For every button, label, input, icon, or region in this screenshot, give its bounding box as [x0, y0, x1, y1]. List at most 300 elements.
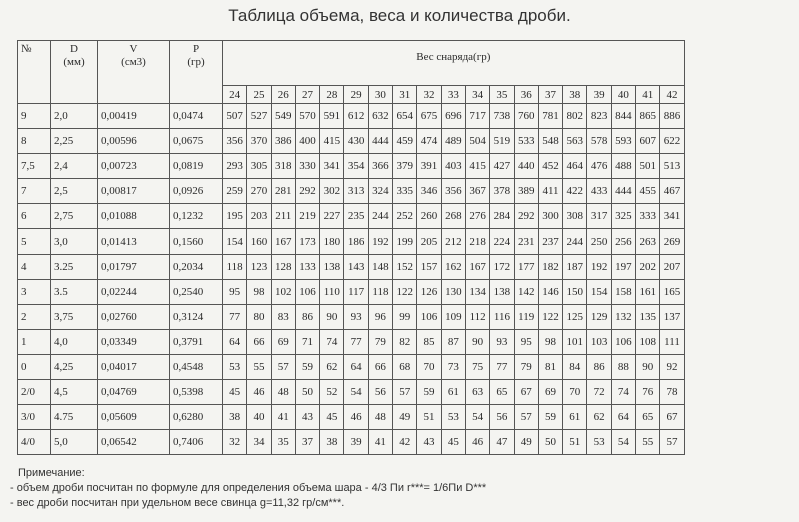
pellet-count-cell: 103	[587, 329, 611, 354]
pellet-count-cell: 293	[223, 154, 247, 179]
pellet-count-cell: 205	[417, 229, 441, 254]
shot-number-cell: 4/0	[18, 430, 51, 455]
pellet-count-cell: 133	[295, 254, 319, 279]
pellet-count-cell: 440	[514, 154, 538, 179]
pellet-count-cell: 81	[538, 354, 562, 379]
pellet-count-cell: 172	[490, 254, 514, 279]
pellet-count-cell: 411	[538, 179, 562, 204]
pellet-count-cell: 427	[490, 154, 514, 179]
header-volume: V (см3)	[98, 41, 170, 104]
pellet-count-cell: 85	[417, 329, 441, 354]
pellet-count-cell: 533	[514, 129, 538, 154]
pellet-count-cell: 135	[636, 304, 660, 329]
volume-cell: 0,03349	[98, 329, 170, 354]
shot-number-cell: 8	[18, 129, 51, 154]
pellet-count-cell: 292	[295, 179, 319, 204]
pellet-count-cell: 464	[563, 154, 587, 179]
note-density: - вес дроби посчитан при удельном весе свинца g=11,32 гр/см***.	[10, 497, 345, 509]
pellet-count-cell: 489	[441, 129, 465, 154]
pellet-count-cell: 32	[223, 430, 247, 455]
pellet-count-cell: 259	[223, 179, 247, 204]
pellet-count-cell: 467	[660, 179, 684, 204]
pellet-count-cell: 138	[320, 254, 344, 279]
pellet-count-cell: 386	[271, 129, 295, 154]
pellet-count-cell: 93	[490, 329, 514, 354]
pellet-count-cell: 49	[514, 430, 538, 455]
pellet-count-cell: 696	[441, 104, 465, 129]
pellet-count-cell: 211	[271, 204, 295, 229]
pellet-count-cell: 152	[393, 254, 417, 279]
pellet-count-cell: 632	[368, 104, 392, 129]
pellet-count-cell: 51	[417, 405, 441, 430]
pellet-count-cell: 35	[271, 430, 295, 455]
shot-number-cell: 2/0	[18, 380, 51, 405]
pellet-count-cell: 137	[660, 304, 684, 329]
pellet-count-cell: 132	[611, 304, 635, 329]
pellet-count-cell: 112	[465, 304, 489, 329]
pellet-count-cell: 130	[441, 279, 465, 304]
pellet-count-cell: 400	[295, 129, 319, 154]
pellet-count-cell: 527	[247, 104, 271, 129]
pellet-count-cell: 46	[465, 430, 489, 455]
shot-number-cell: 0	[18, 354, 51, 379]
pellet-count-cell: 90	[465, 329, 489, 354]
volume-cell: 0,00723	[98, 154, 170, 179]
note-formula: - объем дроби посчитан по формуле для определения объема шара - 4/3 Пи r***= 1/6Пи D***	[10, 482, 487, 494]
pellet-count-cell: 313	[344, 179, 368, 204]
pellet-count-cell: 55	[247, 354, 271, 379]
pellet-count-cell: 98	[538, 329, 562, 354]
shot-number-cell: 1	[18, 329, 51, 354]
pellet-count-cell: 227	[320, 204, 344, 229]
pellet-count-cell: 45	[320, 405, 344, 430]
table-body	[18, 104, 685, 455]
pellet-count-cell: 341	[660, 204, 684, 229]
pellet-count-cell: 59	[538, 405, 562, 430]
pellet-count-cell: 346	[417, 179, 441, 204]
pellet-count-cell: 142	[514, 279, 538, 304]
diameter-cell: 3,75	[51, 304, 98, 329]
pellet-count-cell: 330	[295, 154, 319, 179]
weight-header-cell: 34	[465, 86, 489, 104]
shot-number-cell: 7,5	[18, 154, 51, 179]
table-row	[18, 354, 685, 379]
pellet-count-cell: 549	[271, 104, 295, 129]
pellet-count-cell: 292	[514, 204, 538, 229]
pellet-count-cell: 90	[320, 304, 344, 329]
weight-header-cell: 26	[271, 86, 295, 104]
pellet-count-cell: 263	[636, 229, 660, 254]
pellet-count-cell: 106	[295, 279, 319, 304]
pellet-count-cell: 284	[490, 204, 514, 229]
weight-header-cell: 41	[636, 86, 660, 104]
pellet-count-cell: 158	[611, 279, 635, 304]
pellet-count-cell: 61	[563, 405, 587, 430]
pellet-count-cell: 53	[441, 405, 465, 430]
pellet-count-cell: 173	[295, 229, 319, 254]
pellet-count-cell: 49	[393, 405, 417, 430]
pellet-count-cell: 237	[538, 229, 562, 254]
diameter-cell: 2,4	[51, 154, 98, 179]
pellet-count-cell: 244	[368, 204, 392, 229]
weight-header-cell: 42	[660, 86, 684, 104]
pellet-count-cell: 116	[490, 304, 514, 329]
pellet-count-cell: 79	[368, 329, 392, 354]
pellet-count-cell: 218	[465, 229, 489, 254]
weight-header-cell: 36	[514, 86, 538, 104]
pellet-count-cell: 167	[465, 254, 489, 279]
pellet-count-cell: 324	[368, 179, 392, 204]
pellet-count-cell: 186	[344, 229, 368, 254]
pellet-count-cell: 197	[611, 254, 635, 279]
pellet-count-cell: 118	[368, 279, 392, 304]
pellet-count-cell: 844	[611, 104, 635, 129]
table-row	[18, 204, 685, 229]
pellet-count-cell: 430	[344, 129, 368, 154]
pellet-count-cell: 83	[271, 304, 295, 329]
pellet-count-cell: 43	[417, 430, 441, 455]
pellet-count-cell: 77	[223, 304, 247, 329]
pellet-count-cell: 69	[538, 380, 562, 405]
pellet-count-cell: 161	[636, 279, 660, 304]
pellet-count-cell: 63	[465, 380, 489, 405]
volume-cell: 0,02760	[98, 304, 170, 329]
pellet-count-cell: 117	[344, 279, 368, 304]
pellet-count-cell: 802	[563, 104, 587, 129]
table-row	[18, 179, 685, 204]
table-row	[18, 430, 685, 455]
pellet-count-cell: 612	[344, 104, 368, 129]
notes-heading: Примечание:	[18, 467, 85, 479]
pellet-count-cell: 109	[441, 304, 465, 329]
pellet-count-cell: 86	[587, 354, 611, 379]
pellet-count-cell: 96	[368, 304, 392, 329]
pellet-count-cell: 48	[368, 405, 392, 430]
pellet-count-cell: 504	[465, 129, 489, 154]
pellet-count-cell: 95	[223, 279, 247, 304]
diameter-cell: 3,0	[51, 229, 98, 254]
pellet-count-cell: 126	[417, 279, 441, 304]
pellet-count-cell: 42	[393, 430, 417, 455]
pellet-count-cell: 367	[465, 179, 489, 204]
volume-cell: 0,00419	[98, 104, 170, 129]
table-row	[18, 329, 685, 354]
pellet-count-cell: 325	[611, 204, 635, 229]
pellet-count-cell: 379	[393, 154, 417, 179]
pellet-count-cell: 65	[490, 380, 514, 405]
pellet-count-cell: 57	[660, 430, 684, 455]
table-row	[18, 304, 685, 329]
pellet-weight-cell: 0,0926	[170, 179, 223, 204]
pellet-count-cell: 82	[393, 329, 417, 354]
pellet-count-cell: 87	[441, 329, 465, 354]
page-title: Таблица объема, веса и количества дроби.	[228, 6, 571, 25]
pellet-count-cell: 356	[223, 129, 247, 154]
pellet-count-cell: 276	[465, 204, 489, 229]
weight-header-cell: 25	[247, 86, 271, 104]
weight-header-cell: 27	[295, 86, 319, 104]
pellet-count-cell: 77	[490, 354, 514, 379]
pellet-count-cell: 507	[223, 104, 247, 129]
weight-header-cell: 24	[223, 86, 247, 104]
pellet-weight-cell: 0,1232	[170, 204, 223, 229]
weight-header-cell: 39	[587, 86, 611, 104]
pellet-count-cell: 86	[295, 304, 319, 329]
volume-cell: 0,02244	[98, 279, 170, 304]
pellet-weight-cell: 0,1560	[170, 229, 223, 254]
pellet-count-cell: 455	[636, 179, 660, 204]
table-row	[18, 254, 685, 279]
pellet-count-cell: 98	[247, 279, 271, 304]
pellet-count-cell: 224	[490, 229, 514, 254]
pellet-count-cell: 578	[587, 129, 611, 154]
pellet-weight-cell: 0,4548	[170, 354, 223, 379]
pellet-count-cell: 41	[368, 430, 392, 455]
pellet-count-cell: 675	[417, 104, 441, 129]
pellet-count-cell: 231	[514, 229, 538, 254]
pellet-count-cell: 268	[441, 204, 465, 229]
shot-number-cell: 5	[18, 229, 51, 254]
pellet-weight-cell: 0,0675	[170, 129, 223, 154]
weight-header-cell: 33	[441, 86, 465, 104]
pellet-count-cell: 187	[563, 254, 587, 279]
table-row	[18, 129, 685, 154]
pellet-count-cell: 50	[538, 430, 562, 455]
pellet-weight-cell: 0,7406	[170, 430, 223, 455]
pellet-count-cell: 106	[611, 329, 635, 354]
pellet-count-cell: 101	[563, 329, 587, 354]
pellet-count-cell: 162	[441, 254, 465, 279]
pellet-count-cell: 57	[514, 405, 538, 430]
pellet-count-cell: 488	[611, 154, 635, 179]
pellet-count-cell: 317	[587, 204, 611, 229]
pellet-count-cell: 886	[660, 104, 684, 129]
pellet-count-cell: 459	[393, 129, 417, 154]
pellet-count-cell: 75	[465, 354, 489, 379]
pellet-count-cell: 47	[490, 430, 514, 455]
pellet-count-cell: 474	[417, 129, 441, 154]
weight-header-cell: 32	[417, 86, 441, 104]
pellet-count-cell: 235	[344, 204, 368, 229]
pellet-count-cell: 146	[538, 279, 562, 304]
pellet-weight-cell: 0,2034	[170, 254, 223, 279]
pellet-count-cell: 67	[514, 380, 538, 405]
diameter-cell: 5,0	[51, 430, 98, 455]
pellet-count-cell: 99	[393, 304, 417, 329]
pellet-count-cell: 738	[490, 104, 514, 129]
header-pellet-weight: P (гр)	[170, 41, 223, 104]
pellet-count-cell: 59	[295, 354, 319, 379]
pellet-count-cell: 92	[660, 354, 684, 379]
pellet-count-cell: 78	[660, 380, 684, 405]
shot-number-cell: 9	[18, 104, 51, 129]
pellet-count-cell: 45	[441, 430, 465, 455]
pellet-weight-cell: 0,3791	[170, 329, 223, 354]
pellet-count-cell: 378	[490, 179, 514, 204]
shot-number-cell: 4	[18, 254, 51, 279]
pellet-count-cell: 654	[393, 104, 417, 129]
pellet-count-cell: 68	[393, 354, 417, 379]
pellet-count-cell: 781	[538, 104, 562, 129]
pellet-count-cell: 134	[465, 279, 489, 304]
pellet-count-cell: 199	[393, 229, 417, 254]
diameter-cell: 3.5	[51, 279, 98, 304]
pellet-count-cell: 46	[344, 405, 368, 430]
header-no: №	[18, 41, 51, 104]
pellet-count-cell: 57	[393, 380, 417, 405]
pellet-count-cell: 160	[247, 229, 271, 254]
weight-header-cell: 30	[368, 86, 392, 104]
weight-header-cell: 37	[538, 86, 562, 104]
pellet-count-cell: 212	[441, 229, 465, 254]
pellet-count-cell: 108	[636, 329, 660, 354]
pellet-count-cell: 39	[344, 430, 368, 455]
pellet-count-cell: 70	[563, 380, 587, 405]
pellet-count-cell: 341	[320, 154, 344, 179]
pellet-count-cell: 53	[223, 354, 247, 379]
shot-number-cell: 6	[18, 204, 51, 229]
volume-cell: 0,01797	[98, 254, 170, 279]
diameter-cell: 4,25	[51, 354, 98, 379]
pellet-count-cell: 403	[441, 154, 465, 179]
pellet-count-cell: 90	[636, 354, 660, 379]
weight-header-cell: 38	[563, 86, 587, 104]
diameter-cell: 4,5	[51, 380, 98, 405]
pellet-count-cell: 167	[271, 229, 295, 254]
pellet-count-cell: 111	[660, 329, 684, 354]
pellet-count-cell: 370	[247, 129, 271, 154]
pellet-count-cell: 165	[660, 279, 684, 304]
pellet-count-cell: 591	[320, 104, 344, 129]
volume-cell: 0,01088	[98, 204, 170, 229]
weight-header-cell: 29	[344, 86, 368, 104]
pellet-count-cell: 93	[344, 304, 368, 329]
pellet-count-cell: 452	[538, 154, 562, 179]
weight-header-cell: 40	[611, 86, 635, 104]
pellet-count-cell: 123	[247, 254, 271, 279]
pellet-count-cell: 128	[271, 254, 295, 279]
pellet-count-cell: 84	[563, 354, 587, 379]
pellet-count-cell: 207	[660, 254, 684, 279]
pellet-count-cell: 37	[295, 430, 319, 455]
pellet-count-cell: 154	[587, 279, 611, 304]
pellet-count-cell: 192	[587, 254, 611, 279]
pellet-count-cell: 102	[271, 279, 295, 304]
pellet-count-cell: 129	[587, 304, 611, 329]
pellet-count-cell: 76	[636, 380, 660, 405]
header-charge-weight: Вес снаряда(гр)	[223, 41, 685, 86]
pellet-count-cell: 823	[587, 104, 611, 129]
pellet-count-cell: 622	[660, 129, 684, 154]
pellet-count-cell: 356	[441, 179, 465, 204]
volume-cell: 0,04769	[98, 380, 170, 405]
pellet-count-cell: 335	[393, 179, 417, 204]
diameter-cell: 2,0	[51, 104, 98, 129]
pellet-count-cell: 177	[514, 254, 538, 279]
pellet-count-cell: 501	[636, 154, 660, 179]
pellet-count-cell: 256	[611, 229, 635, 254]
pellet-count-cell: 40	[247, 405, 271, 430]
shot-number-cell: 2	[18, 304, 51, 329]
pellet-count-cell: 593	[611, 129, 635, 154]
weight-header-cell: 31	[393, 86, 417, 104]
pellet-count-cell: 182	[538, 254, 562, 279]
volume-cell: 0,01413	[98, 229, 170, 254]
pellet-count-cell: 74	[611, 380, 635, 405]
diameter-cell: 3.25	[51, 254, 98, 279]
pellet-count-cell: 150	[563, 279, 587, 304]
pellet-count-cell: 513	[660, 154, 684, 179]
pellet-count-cell: 118	[223, 254, 247, 279]
table-row	[18, 229, 685, 254]
pellet-count-cell: 300	[538, 204, 562, 229]
pellet-count-cell: 43	[295, 405, 319, 430]
pellet-weight-cell: 0,0474	[170, 104, 223, 129]
pellet-weight-cell: 0,0819	[170, 154, 223, 179]
pellet-count-cell: 95	[514, 329, 538, 354]
pellet-count-cell: 202	[636, 254, 660, 279]
pellet-count-cell: 51	[563, 430, 587, 455]
weight-header-cell: 28	[320, 86, 344, 104]
pellet-count-cell: 73	[441, 354, 465, 379]
pellet-count-cell: 106	[417, 304, 441, 329]
pellet-count-cell: 55	[636, 430, 660, 455]
diameter-cell: 4.75	[51, 405, 98, 430]
pellet-count-cell: 122	[393, 279, 417, 304]
pellet-count-cell: 70	[417, 354, 441, 379]
volume-cell: 0,06542	[98, 430, 170, 455]
diameter-cell: 4,0	[51, 329, 98, 354]
pellet-count-cell: 252	[393, 204, 417, 229]
volume-cell: 0,00596	[98, 129, 170, 154]
pellet-count-cell: 415	[320, 129, 344, 154]
table-row	[18, 405, 685, 430]
pellet-count-cell: 391	[417, 154, 441, 179]
pellet-count-cell: 119	[514, 304, 538, 329]
pellet-count-cell: 45	[223, 380, 247, 405]
pellet-count-cell: 52	[320, 380, 344, 405]
pellet-count-cell: 195	[223, 204, 247, 229]
pellet-count-cell: 269	[660, 229, 684, 254]
pellet-count-cell: 46	[247, 380, 271, 405]
volume-cell: 0,05609	[98, 405, 170, 430]
pellet-count-cell: 865	[636, 104, 660, 129]
pellet-count-cell: 64	[223, 329, 247, 354]
pellet-count-cell: 54	[465, 405, 489, 430]
pellet-count-cell: 34	[247, 430, 271, 455]
pellet-count-cell: 88	[611, 354, 635, 379]
pellet-count-cell: 41	[271, 405, 295, 430]
pellet-count-cell: 48	[271, 380, 295, 405]
pellet-count-cell: 50	[295, 380, 319, 405]
pellet-count-cell: 422	[563, 179, 587, 204]
pellet-count-cell: 53	[587, 430, 611, 455]
pellet-count-cell: 203	[247, 204, 271, 229]
shot-number-cell: 3	[18, 279, 51, 304]
pellet-count-cell: 61	[441, 380, 465, 405]
pellet-count-cell: 80	[247, 304, 271, 329]
pellet-count-cell: 38	[320, 430, 344, 455]
diameter-cell: 2,75	[51, 204, 98, 229]
diameter-cell: 2,25	[51, 129, 98, 154]
pellet-count-cell: 77	[344, 329, 368, 354]
pellet-count-cell: 305	[247, 154, 271, 179]
pellet-count-cell: 433	[587, 179, 611, 204]
pellet-count-cell: 125	[563, 304, 587, 329]
table-row	[18, 380, 685, 405]
pellet-count-cell: 110	[320, 279, 344, 304]
pellet-count-cell: 354	[344, 154, 368, 179]
